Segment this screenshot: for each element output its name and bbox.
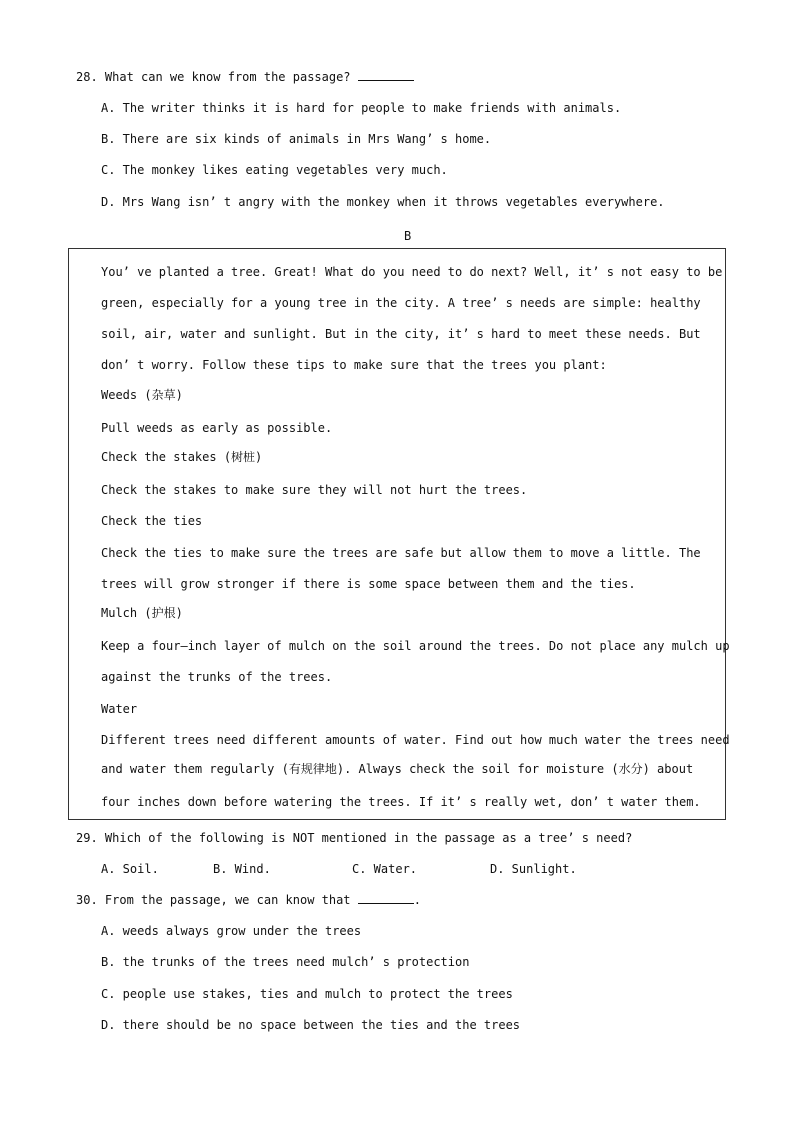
passage-line-stakes: Check the stakes to make sure they will not hurt the trees.: [101, 483, 528, 497]
passage-line-weeds: Pull weeds as early as possible.: [101, 421, 333, 435]
q30-option-a: A. weeds always grow under the trees: [101, 924, 362, 938]
passage-line-water-1: Different trees need different amounts of water. Find out how much water the trees need: [101, 733, 730, 747]
q30-stem: 30. From the passage, we can know that: [76, 893, 351, 907]
q28-option-a: A. The writer thinks it is hard for people to make friends with animals.: [101, 101, 622, 115]
passage-line-1: You’ ve planted a tree. Great! What do you need to do next? Well, it’ s not easy to be: [101, 265, 723, 279]
q28-stem: 28. What can we know from the passage?: [76, 70, 351, 84]
q29-option-b: B. Wind.: [213, 862, 271, 876]
passage-line-4: don’ t worry. Follow these tips to make sure that the trees you plant:: [101, 358, 607, 372]
q28-answer-blank[interactable]: [358, 69, 414, 81]
q30-stem-row: [76, 892, 421, 908]
heading-weeds: Weeds (杂草): [101, 388, 183, 402]
section-label: B: [404, 229, 412, 243]
q28-option-c: C. The monkey likes eating vegetables very much.: [101, 163, 448, 177]
q30-option-b: B. the trunks of the trees need mulch’ s protection: [101, 955, 470, 969]
q28-stem-row: [76, 69, 414, 85]
passage-line-ties-1: Check the ties to make sure the trees are safe but allow them to move a little. The: [101, 546, 701, 560]
heading-ties: Check the ties: [101, 514, 203, 528]
heading-mulch: Mulch (护根): [101, 606, 183, 620]
q30-answer-blank[interactable]: [358, 892, 414, 904]
q29-option-c: C. Water.: [352, 862, 418, 876]
q29-option-d: D. Sunlight.: [490, 862, 577, 876]
passage-line-2: green, especially for a young tree in the city. A tree’ s needs are simple: healthy: [101, 296, 701, 310]
q29-option-a: A. Soil.: [101, 862, 159, 876]
q29-stem: 29. Which of the following is NOT mentioned in the passage as a tree’ s need?: [76, 831, 633, 845]
passage-line-water-3: four inches down before watering the trees. If it’ s really wet, don’ t water them.: [101, 795, 701, 809]
passage-line-3: soil, air, water and sunlight. But in the city, it’ s hard to meet these needs. But: [101, 327, 701, 341]
heading-water: Water: [101, 702, 138, 716]
passage-line-mulch-1: Keep a four—inch layer of mulch on the soil around the trees. Do not place any mulch up: [101, 639, 730, 653]
passage-line-water-2: and water them regularly (有规律地). Always check the soil for moisture (水分) about: [101, 762, 694, 776]
heading-stakes: Check the stakes (树桩): [101, 450, 263, 464]
q28-option-b: B. There are six kinds of animals in Mrs Wang’ s home.: [101, 132, 492, 146]
q30-option-c: C. people use stakes, ties and mulch to protect the trees: [101, 987, 513, 1001]
q30-option-d: D. there should be no space between the ties and the trees: [101, 1018, 521, 1032]
passage-line-mulch-2: against the trunks of the trees.: [101, 670, 333, 684]
q30-stem-end: .: [413, 893, 422, 907]
passage-line-ties-2: trees will grow stronger if there is some space between them and the ties.: [101, 577, 636, 591]
q28-option-d: D. Mrs Wang isn’ t angry with the monkey when it throws vegetables everywhere.: [101, 195, 665, 209]
